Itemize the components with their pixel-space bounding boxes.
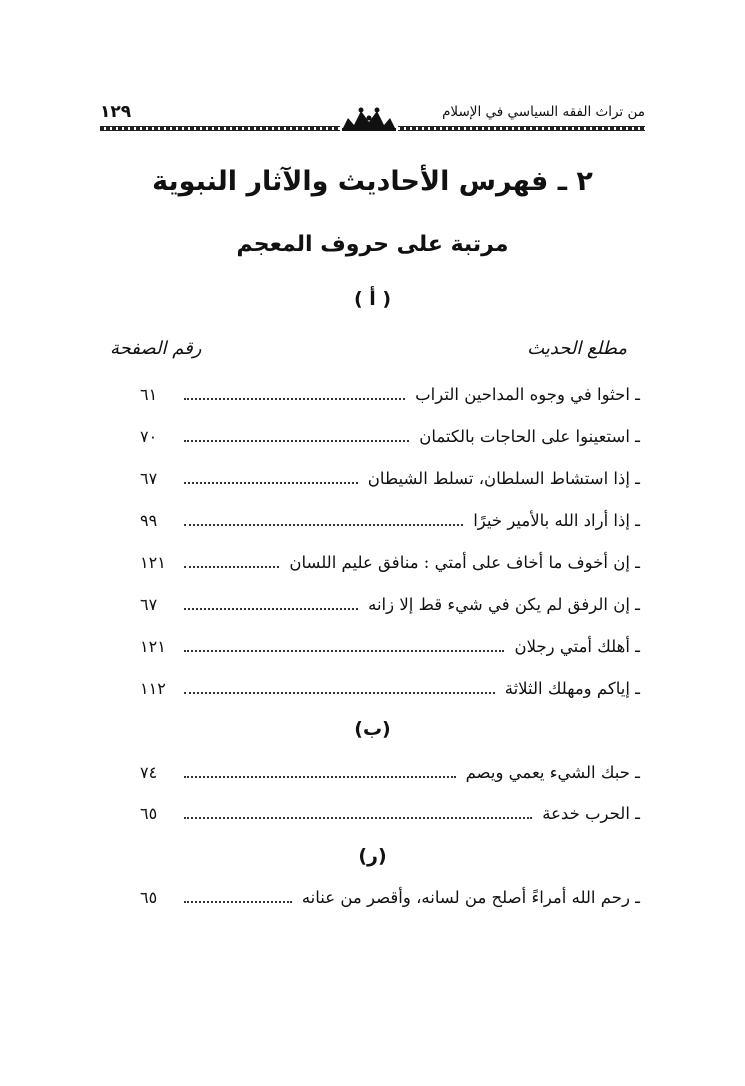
section-subtitle: مرتبة على حروف المعجم: [236, 232, 509, 257]
leader-dots: [184, 649, 504, 652]
page-number: ١٢٩: [100, 102, 132, 122]
entry-page: ٧٠: [140, 427, 158, 446]
leader-dots: [184, 565, 279, 568]
leader-dots: [184, 775, 456, 778]
index-entry: [140, 679, 640, 709]
entry-text: ـ الحرب خدعة: [542, 804, 640, 823]
index-entry: [140, 595, 640, 625]
leader-dots: [184, 900, 292, 903]
leader-dots: [184, 523, 463, 526]
column-header-page: رقم الصفحة: [110, 338, 202, 359]
entry-page: ١١٢: [140, 679, 166, 698]
entry-page: ٦٧: [140, 595, 158, 614]
entry-text: ـ إن أخوف ما أخاف على أمتي : منافق عليم اللسان: [289, 553, 640, 572]
leader-dots: [184, 481, 358, 484]
entry-text: ـ احثوا في وجوه المداحين التراب: [415, 385, 640, 404]
index-entry: [140, 427, 640, 457]
entry-page: ١٢١: [140, 637, 166, 656]
entry-page: ٩٩: [140, 511, 158, 530]
entry-text: ـ حبك الشيء يعمي ويصم: [465, 763, 640, 782]
entry-text: ـ إن الرفق لم يكن في شيء قط إلا زانه: [368, 595, 640, 614]
entry-page: ٦٥: [140, 888, 158, 907]
entry-page: ٦٥: [140, 804, 158, 823]
entry-text: ـ استعينوا على الحاجات بالكتمان: [419, 427, 640, 446]
entry-page: ٦٧: [140, 469, 158, 488]
section-title: ٢ ـ فهرس الأحاديث والآثار النبوية: [152, 166, 593, 197]
entry-text: ـ رحم الله أمراءً أصلح من لسانه، وأقصر من عنانه: [301, 888, 640, 907]
entry-page: ٦١: [140, 385, 158, 404]
letter-heading-ba: (ب): [354, 718, 391, 740]
entry-page: ١٢١: [140, 553, 166, 572]
running-header: [100, 104, 645, 136]
letter-heading-ra: (ر): [358, 845, 387, 867]
entry-text: ـ إذا استشاط السلطان، تسلط الشيطان: [367, 469, 640, 488]
crown-ornament-icon: [340, 106, 398, 132]
entry-text: ـ إياكم ومهلك الثلاثة: [504, 679, 640, 698]
letter-heading-alif: ( أ ): [353, 288, 392, 310]
entry-page: ٧٤: [140, 763, 158, 782]
entry-text: ـ أهلك أمتي رجلان: [514, 637, 640, 656]
index-entry: [140, 888, 640, 918]
column-header-hadith: مطلع الحديث: [527, 338, 627, 359]
leader-dots: [184, 607, 358, 610]
leader-dots: [184, 691, 495, 694]
index-entry: [140, 804, 640, 834]
running-header-title: من تراث الفقه السياسي في الإسلام: [442, 104, 645, 120]
leader-dots: [184, 397, 405, 400]
leader-dots: [184, 439, 409, 442]
index-entry: [140, 637, 640, 667]
index-entry: [140, 763, 640, 793]
index-entry: [140, 553, 640, 583]
index-entry: [140, 511, 640, 541]
index-entry: [140, 385, 640, 415]
leader-dots: [184, 816, 532, 819]
index-entry: [140, 469, 640, 499]
entry-text: ـ إذا أراد الله بالأمير خيرًا: [473, 511, 640, 530]
